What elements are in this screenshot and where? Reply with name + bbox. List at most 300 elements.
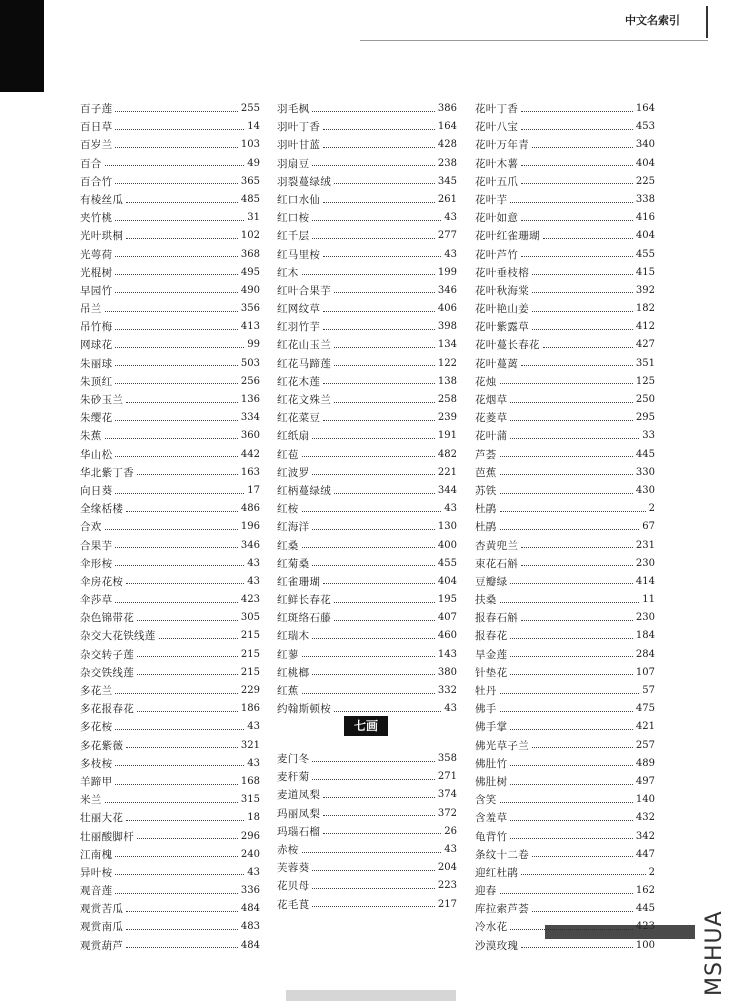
entry-name: 红花木莲: [277, 375, 321, 388]
entry-name: 红网纹草: [277, 303, 321, 316]
leader-dots: [312, 638, 435, 639]
entry-page-number: 143: [437, 648, 457, 660]
entry-page-number: 305: [240, 612, 260, 624]
index-entry: [277, 609, 457, 627]
index-entry: [277, 591, 457, 609]
leader-dots: [115, 111, 238, 112]
entry-page-number: 43: [247, 575, 260, 587]
entry-page-number: 415: [635, 266, 655, 278]
entry-name: 花叶垂枝榕: [475, 266, 529, 279]
entry-name: 向日葵: [80, 484, 113, 497]
entry-name: 芙蓉葵: [277, 862, 310, 875]
entry-page-number: 239: [437, 412, 457, 424]
index-entry: [475, 755, 655, 773]
entry-name: 红木: [277, 266, 299, 279]
entry-name: 米兰: [80, 794, 102, 807]
entry-name: 红花山玉兰: [277, 339, 331, 352]
leader-dots: [126, 820, 244, 821]
leader-dots: [115, 292, 238, 293]
index-entry: [80, 300, 260, 318]
section-heading-seven-strokes: 七画: [344, 716, 388, 736]
entry-name: 羽毛枫: [277, 103, 310, 115]
entry-page-number: 130: [437, 521, 457, 533]
entry-name: 羽叶丁香: [277, 121, 321, 134]
entry-page-number: 136: [240, 394, 260, 405]
entry-page-number: 445: [635, 448, 655, 460]
index-entry: [475, 591, 655, 609]
leader-dots: [126, 929, 238, 930]
index-entry: [277, 555, 457, 573]
entry-page-number: 257: [635, 739, 655, 751]
index-entry: [277, 482, 457, 500]
index-entry: [277, 227, 457, 245]
leader-dots: [302, 852, 442, 853]
entry-page-number: 168: [240, 775, 260, 787]
index-entry: [475, 318, 655, 336]
index-entry: [277, 786, 457, 804]
index-entry: [80, 155, 260, 173]
leader-dots: [500, 456, 633, 457]
entry-page-number: 107: [635, 666, 655, 678]
entry-name: 红叶合果芋: [277, 284, 331, 297]
index-entry: [277, 173, 457, 191]
entry-page-number: 342: [635, 830, 655, 842]
index-entry: [475, 664, 655, 682]
entry-name: 条纹十二卷: [475, 848, 529, 861]
entry-page-number: 427: [635, 339, 655, 351]
entry-page-number: 217: [437, 898, 457, 910]
entry-name: 杂色锦带花: [80, 612, 134, 625]
entry-page-number: 392: [635, 284, 655, 296]
leader-dots: [500, 493, 633, 494]
entry-name: 羽扇豆: [277, 157, 310, 170]
entry-page-number: 43: [444, 212, 457, 224]
entry-name: 红花菜豆: [277, 412, 321, 425]
watermark-text: MSHUA: [702, 910, 727, 996]
entry-page-number: 475: [635, 703, 655, 715]
entry-name: 花叶木薯: [475, 157, 519, 170]
entry-name: 杂交铁线莲: [80, 666, 134, 679]
entry-page-number: 484: [240, 939, 260, 951]
index-entry: [475, 355, 655, 373]
index-entry: [277, 859, 457, 877]
leader-dots: [312, 761, 435, 762]
entry-name: 玛瑙石榴: [277, 825, 321, 838]
entry-page-number: 413: [240, 321, 260, 333]
entry-name: 含羞草: [475, 812, 508, 825]
entry-name: 华山松: [80, 448, 113, 461]
leader-dots: [115, 274, 238, 275]
entry-page-number: 484: [240, 903, 260, 915]
index-entry: [80, 318, 260, 336]
entry-page-number: 485: [240, 193, 260, 205]
index-entry: [277, 682, 457, 700]
entry-page-number: 258: [437, 394, 457, 405]
leader-dots: [521, 256, 633, 257]
entry-page-number: 215: [240, 630, 260, 642]
leader-dots: [323, 147, 435, 148]
entry-page-number: 271: [437, 771, 457, 783]
entry-name: 观赏葫芦: [80, 939, 124, 952]
leader-dots: [115, 693, 238, 694]
entry-name: 针垫花: [475, 666, 508, 679]
index-entry: [475, 609, 655, 627]
entry-name: 花烟草: [475, 394, 508, 406]
entry-name: 百子莲: [80, 103, 113, 115]
index-entry: [475, 136, 655, 154]
leader-dots: [137, 674, 238, 675]
leader-dots: [500, 893, 633, 894]
index-entry: [475, 700, 655, 718]
index-entry: [475, 737, 655, 755]
leader-dots: [126, 911, 238, 912]
entry-page-number: 432: [635, 812, 655, 824]
index-entry: [475, 227, 655, 245]
leader-dots: [312, 779, 435, 780]
leader-dots: [312, 474, 435, 475]
index-entry: [475, 537, 655, 555]
leader-dots: [323, 583, 435, 584]
entry-name: 红瑞木: [277, 630, 310, 643]
entry-name: 花叶芦竹: [475, 248, 519, 261]
index-entry: [475, 336, 655, 354]
entry-page-number: 416: [635, 212, 655, 224]
entry-page-number: 43: [247, 721, 260, 733]
scan-edge-shadow: [0, 0, 44, 92]
entry-page-number: 2: [648, 866, 655, 878]
entry-page-number: 31: [247, 212, 260, 224]
leader-dots: [137, 711, 238, 712]
entry-name: 羊蹄甲: [80, 775, 113, 788]
leader-dots: [543, 347, 633, 348]
entry-page-number: 400: [437, 539, 457, 551]
leader-dots: [115, 365, 238, 366]
entry-name: 麦秆菊: [277, 771, 310, 784]
entry-page-number: 195: [437, 594, 457, 606]
entry-page-number: 489: [635, 757, 655, 769]
leader-dots: [115, 329, 238, 330]
entry-page-number: 321: [240, 739, 260, 751]
entry-name: 壮丽酸脚杆: [80, 830, 134, 843]
entry-page-number: 134: [437, 339, 457, 351]
entry-page-number: 430: [635, 484, 655, 496]
entry-name: 华北紫丁香: [80, 466, 134, 479]
entry-name: 红蓼: [277, 648, 299, 661]
entry-page-number: 215: [240, 648, 260, 660]
entry-page-number: 404: [635, 230, 655, 242]
index-entry: [475, 864, 655, 882]
entry-page-number: 490: [240, 284, 260, 296]
entry-page-number: 338: [635, 193, 655, 205]
entry-page-number: 483: [240, 921, 260, 933]
entry-name: 麦道凤梨: [277, 789, 321, 802]
leader-dots: [302, 547, 435, 548]
entry-page-number: 398: [437, 321, 457, 333]
index-entry: [277, 877, 457, 895]
leader-dots: [137, 474, 238, 475]
leader-dots: [323, 129, 435, 130]
leader-dots: [302, 274, 435, 275]
leader-dots: [105, 165, 245, 166]
index-entry: [277, 627, 457, 645]
watermark: [702, 888, 727, 998]
entry-page-number: 332: [437, 685, 457, 696]
entry-name: 红桉: [277, 503, 299, 516]
entry-page-number: 495: [240, 266, 260, 278]
index-entry: [277, 191, 457, 209]
entry-page-number: 445: [635, 903, 655, 915]
index-entry: [475, 573, 655, 591]
entry-page-number: 386: [437, 103, 457, 114]
leader-dots: [323, 256, 441, 257]
index-entry: [80, 609, 260, 627]
entry-page-number: 503: [240, 357, 260, 369]
entry-name: 夹竹桃: [80, 212, 113, 225]
index-entry: [80, 555, 260, 573]
index-entry: [80, 718, 260, 736]
leader-dots: [500, 529, 640, 530]
entry-page-number: 204: [437, 862, 457, 874]
entry-name: 红桃榔: [277, 666, 310, 679]
leader-dots: [521, 129, 633, 130]
leader-dots: [312, 888, 435, 889]
leader-dots: [532, 311, 633, 312]
index-entry: [277, 427, 457, 445]
index-entry: [80, 737, 260, 755]
leader-dots: [543, 238, 633, 239]
entry-page-number: 460: [437, 630, 457, 642]
index-entry: [80, 755, 260, 773]
index-entry: [80, 482, 260, 500]
entry-page-number: 240: [240, 848, 260, 860]
scan-artifact: [545, 925, 695, 939]
entry-name: 红羽竹芋: [277, 321, 321, 334]
entry-name: 报春石斛: [475, 612, 519, 625]
entry-name: 伞莎草: [80, 594, 113, 607]
leader-dots: [115, 856, 238, 857]
entry-page-number: 2: [648, 503, 655, 515]
index-entry: [277, 264, 457, 282]
leader-dots: [115, 765, 244, 766]
index-entry: [475, 300, 655, 318]
entry-page-number: 14: [247, 121, 260, 133]
entry-page-number: 340: [635, 139, 655, 151]
entry-name: 花叶秋海棠: [475, 284, 529, 297]
index-column-3: [475, 100, 655, 955]
leader-dots: [500, 711, 633, 712]
entry-name: 麦门冬: [277, 753, 310, 765]
entry-name: 龟背竹: [475, 830, 508, 843]
leader-dots: [312, 111, 435, 112]
entry-name: 全缘栝楼: [80, 503, 124, 516]
entry-page-number: 33: [642, 430, 655, 442]
entry-name: 红苞: [277, 448, 299, 461]
entry-page-number: 406: [437, 303, 457, 315]
index-entry: [277, 518, 457, 536]
entry-page-number: 230: [635, 557, 655, 569]
entry-name: 红千层: [277, 230, 310, 243]
leader-dots: [115, 874, 244, 875]
entry-name: 红斑络石藤: [277, 612, 331, 625]
index-entry: [80, 828, 260, 846]
leader-dots: [500, 474, 633, 475]
entry-name: 杏黄兜兰: [475, 539, 519, 552]
entry-page-number: 351: [635, 357, 655, 369]
index-entry: [80, 773, 260, 791]
index-entry: [277, 118, 457, 136]
entry-page-number: 284: [635, 648, 655, 660]
index-entry: [277, 537, 457, 555]
entry-name: 花叶蒲: [475, 430, 508, 443]
leader-dots: [115, 565, 244, 566]
leader-dots: [126, 402, 238, 403]
entry-page-number: 164: [635, 103, 655, 114]
leader-dots: [323, 833, 441, 834]
entry-name: 红柄蔓绿绒: [277, 484, 331, 497]
entry-page-number: 231: [635, 539, 655, 551]
leader-dots: [500, 802, 633, 803]
index-entry: [475, 937, 655, 955]
entry-name: 花叶万年青: [475, 139, 529, 152]
entry-name: 网球花: [80, 339, 113, 352]
entry-page-number: 125: [635, 375, 655, 387]
leader-dots: [510, 583, 633, 584]
index-entry: [277, 750, 457, 768]
index-column-1: [80, 100, 260, 955]
leader-dots: [334, 183, 435, 184]
entry-name: 朱缨花: [80, 412, 113, 425]
leader-dots: [532, 329, 633, 330]
index-entry: [80, 464, 260, 482]
entry-page-number: 374: [437, 789, 457, 801]
index-entry: [277, 336, 457, 354]
leader-dots: [312, 220, 441, 221]
entry-page-number: 229: [240, 685, 260, 696]
index-entry: [80, 373, 260, 391]
entry-page-number: 199: [437, 266, 457, 278]
leader-dots: [115, 456, 238, 457]
index-entry: [277, 300, 457, 318]
leader-dots: [334, 602, 435, 603]
leader-dots: [334, 402, 435, 403]
entry-name: 朱顶红: [80, 375, 113, 388]
entry-page-number: 365: [240, 175, 260, 187]
leader-dots: [312, 565, 435, 566]
entry-name: 百合竹: [80, 175, 113, 188]
index-entry: [475, 518, 655, 536]
entry-name: 百岁兰: [80, 139, 113, 152]
entry-name: 约翰斯顿桉: [277, 703, 331, 716]
leader-dots: [159, 638, 238, 639]
leader-dots: [137, 656, 238, 657]
index-entry: [80, 700, 260, 718]
index-entry: [475, 809, 655, 827]
entry-name: 扶桑: [475, 594, 497, 607]
entry-page-number: 182: [635, 303, 655, 315]
leader-dots: [510, 838, 633, 839]
index-entry: [80, 937, 260, 955]
index-entry: [80, 900, 260, 918]
leader-dots: [500, 693, 640, 694]
entry-name: 含笑: [475, 794, 497, 807]
leader-dots: [334, 292, 435, 293]
entry-name: 库拉索芦荟: [475, 903, 529, 916]
index-entry: [80, 246, 260, 264]
entry-page-number: 238: [437, 157, 457, 169]
index-entry: [277, 573, 457, 591]
leader-dots: [521, 620, 633, 621]
index-entry: [475, 555, 655, 573]
index-entry: [475, 482, 655, 500]
entry-name: 花叶艳山姜: [475, 303, 529, 316]
entry-page-number: 103: [240, 139, 260, 151]
index-entry: [277, 446, 457, 464]
entry-name: 杂交转子莲: [80, 648, 134, 661]
leader-dots: [510, 820, 633, 821]
entry-name: 杂交大花铁线莲: [80, 630, 156, 643]
index-entry: [277, 768, 457, 786]
leader-dots: [521, 165, 633, 166]
leader-dots: [126, 238, 238, 239]
index-entry: [475, 155, 655, 173]
leader-dots: [532, 911, 633, 912]
entry-name: 迎春: [475, 885, 497, 898]
entry-page-number: 100: [635, 939, 655, 951]
leader-dots: [302, 693, 435, 694]
entry-page-number: 102: [240, 230, 260, 242]
index-entry: [80, 118, 260, 136]
entry-page-number: 345: [437, 175, 457, 187]
entry-name: 百日草: [80, 121, 113, 134]
entry-name: 吊竹梅: [80, 321, 113, 334]
index-entry: [80, 864, 260, 882]
entry-name: 杜鹃: [475, 503, 497, 516]
leader-dots: [312, 906, 435, 907]
entry-name: 红鲜长春花: [277, 594, 331, 607]
entry-page-number: 404: [635, 157, 655, 169]
entry-name: 花叶红雀珊瑚: [475, 230, 540, 243]
index-entry: [475, 264, 655, 282]
leader-dots: [323, 383, 435, 384]
index-entry: [80, 591, 260, 609]
index-entry: [80, 136, 260, 154]
index-entry: [277, 464, 457, 482]
index-entry: [475, 773, 655, 791]
entry-name: 多花兰: [80, 685, 113, 697]
index-entry: [475, 882, 655, 900]
leader-dots: [126, 202, 238, 203]
entry-page-number: 255: [240, 103, 260, 114]
leader-dots: [521, 220, 633, 221]
index-entry: [80, 537, 260, 555]
leader-dots: [115, 893, 238, 894]
entry-page-number: 215: [240, 666, 260, 678]
index-entry: [277, 100, 457, 118]
index-entry: [80, 518, 260, 536]
entry-name: 佛光草子兰: [475, 739, 529, 752]
index-entry: [475, 500, 655, 518]
index-entry: [80, 264, 260, 282]
index-entry: [475, 446, 655, 464]
entry-page-number: 163: [240, 466, 260, 478]
entry-name: 红花文殊兰: [277, 394, 331, 406]
entry-page-number: 49: [247, 157, 260, 169]
entry-page-number: 497: [635, 775, 655, 787]
leader-dots: [510, 729, 633, 730]
entry-page-number: 162: [635, 885, 655, 897]
entry-name: 红口水仙: [277, 193, 321, 206]
entry-page-number: 296: [240, 830, 260, 842]
